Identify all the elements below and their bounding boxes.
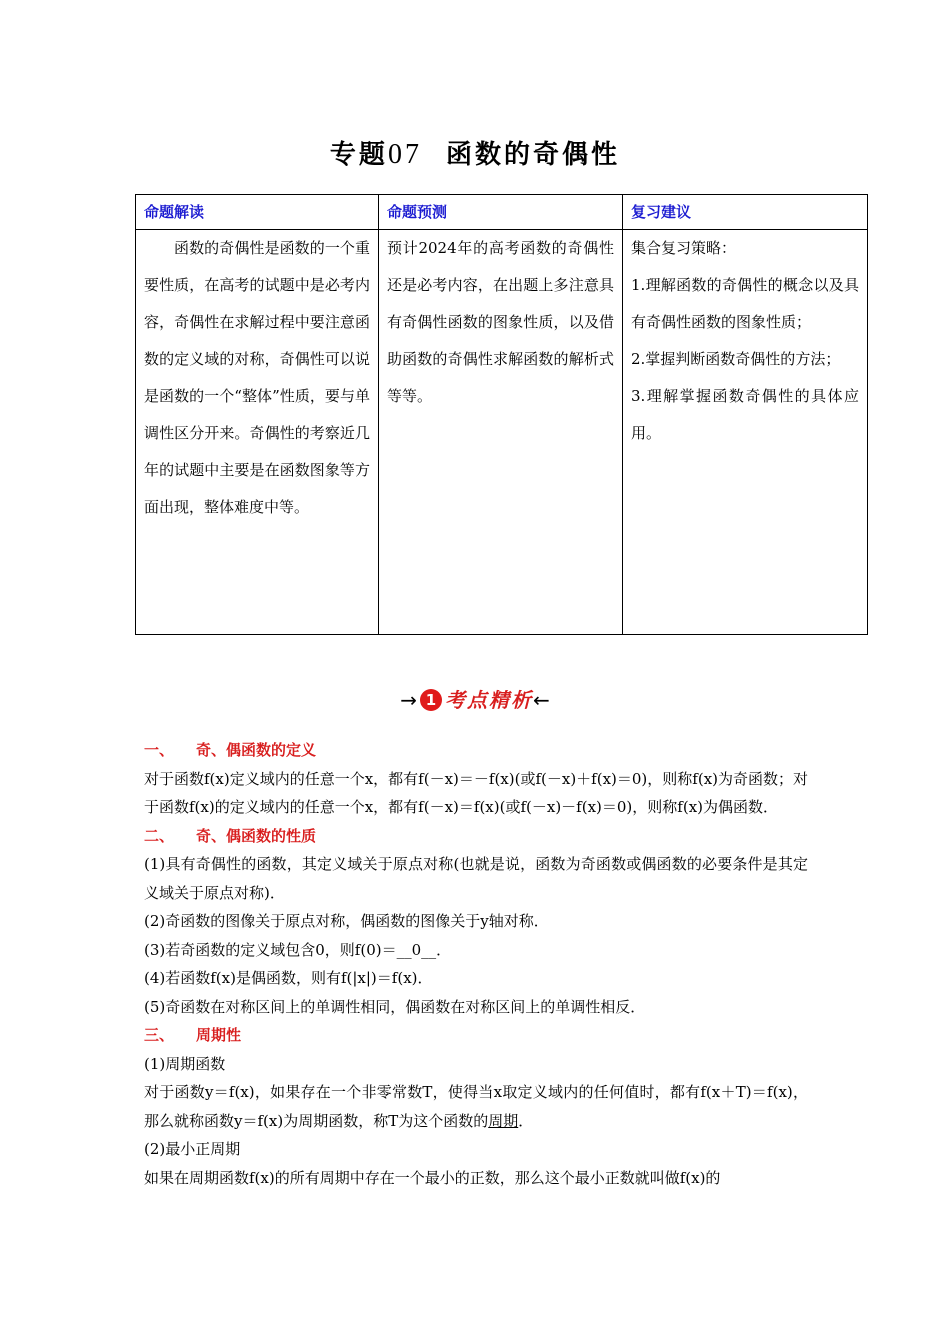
paragraph: (1)周期函数 [144, 1054, 226, 1073]
underlined-term: 周期 [488, 1111, 519, 1130]
table-header-row [136, 195, 868, 230]
section-heading: 一、 奇、偶函数的定义 [144, 741, 317, 759]
header-interpretation: 命题解读 [136, 195, 379, 230]
section-heading: 三、 周期性 [144, 1026, 242, 1044]
paragraph: (2)最小正周期 [144, 1140, 241, 1158]
prediction-text: 预计2024年的高考函数的奇偶性还是必考内容，在出题上多注意具有奇偶性函数的图象性质，以及借助函数的奇偶性求解函数的解析式等等。 [387, 239, 614, 405]
review-advice-line: 2.掌握判断函数奇偶性的方法； [631, 350, 841, 368]
overview-table [135, 194, 868, 635]
left-arrow-icon: ← [533, 688, 550, 712]
section-heading: 二、 奇、偶函数的性质 [144, 826, 317, 845]
table-body-row [136, 230, 868, 635]
banner-text: 考点精析 [445, 688, 533, 712]
interpretation-text: 函数的奇偶性是函数的一个重要性质，在高考的试题中是必考内容，奇偶性在求解过程中要注意函数的定义域的对称，奇偶性可以说是函数的一个“整体”性质，要与单调性区分开来。奇偶性的考察近几年的试题中主要是在函数图象等方面出现，整体难度中等。 [144, 239, 370, 516]
paragraph: (5)奇函数在对称区间上的单调性相同，偶函数在对称区间上的单调性相反． [144, 997, 646, 1016]
review-advice-line: 集合复习策略： [631, 239, 737, 257]
title-prefix: 专题 [329, 140, 388, 170]
review-advice-line: 1.理解函数的奇偶性的概念以及具有奇偶性函数的图象性质； [631, 276, 859, 331]
main-content [144, 736, 808, 1192]
right-arrow-icon: → [400, 688, 417, 712]
number-badge: 1 [420, 689, 442, 711]
review-advice-cell [623, 230, 868, 635]
title-number: 07 [387, 139, 422, 170]
paragraph: 对于函数y＝f(x)，如果存在一个非零常数T，使得当x取定义域内的任何值时，都有f(x＋T)＝f(x)，那么就称函数y＝f(x)为周期函数，称T为这个函数的周期． [144, 1083, 808, 1130]
fill-blank-answer: __0__ [396, 940, 437, 959]
paragraph: 如果在周期函数f(x)的所有周期中存在一个最小的正数，那么这个最小正数就叫做f(x)的 [144, 1168, 721, 1187]
section-banner [0, 684, 950, 713]
paragraph: 对于函数f(x)定义域内的任意一个x，都有f(－x)＝－f(x)(或f(－x)＋f(x)＝0)，则称f(x)为奇函数；对于函数f(x)的定义域内的任意一个x，都有f(－x)＝f(x)(或f(－x)－f(x)＝0)，则称f(x)为偶函数． [144, 769, 809, 816]
paragraph: (1)具有奇偶性的函数，其定义域关于原点对称(也就是说，函数为奇函数或偶函数的必要条件是其定义域关于原点对称)． [144, 855, 808, 902]
page-title [0, 134, 950, 171]
paragraph: (2)奇函数的图像关于原点对称，偶函数的图像关于y轴对称． [144, 912, 549, 930]
header-review-advice: 复习建议 [623, 195, 868, 230]
interpretation-cell [136, 230, 379, 635]
header-prediction: 命题预测 [379, 195, 623, 230]
paragraph: (3)若奇函数的定义域包含0，则f(0)＝__0__． [144, 940, 452, 959]
paragraph: (4)若函数f(x)是偶函数，则有f(|x|)＝f(x)． [144, 969, 433, 987]
prediction-cell [379, 230, 623, 635]
review-advice-line: 3.理解掌握函数奇偶性的具体应用。 [631, 387, 859, 442]
title-text: 函数的奇偶性 [446, 140, 621, 170]
